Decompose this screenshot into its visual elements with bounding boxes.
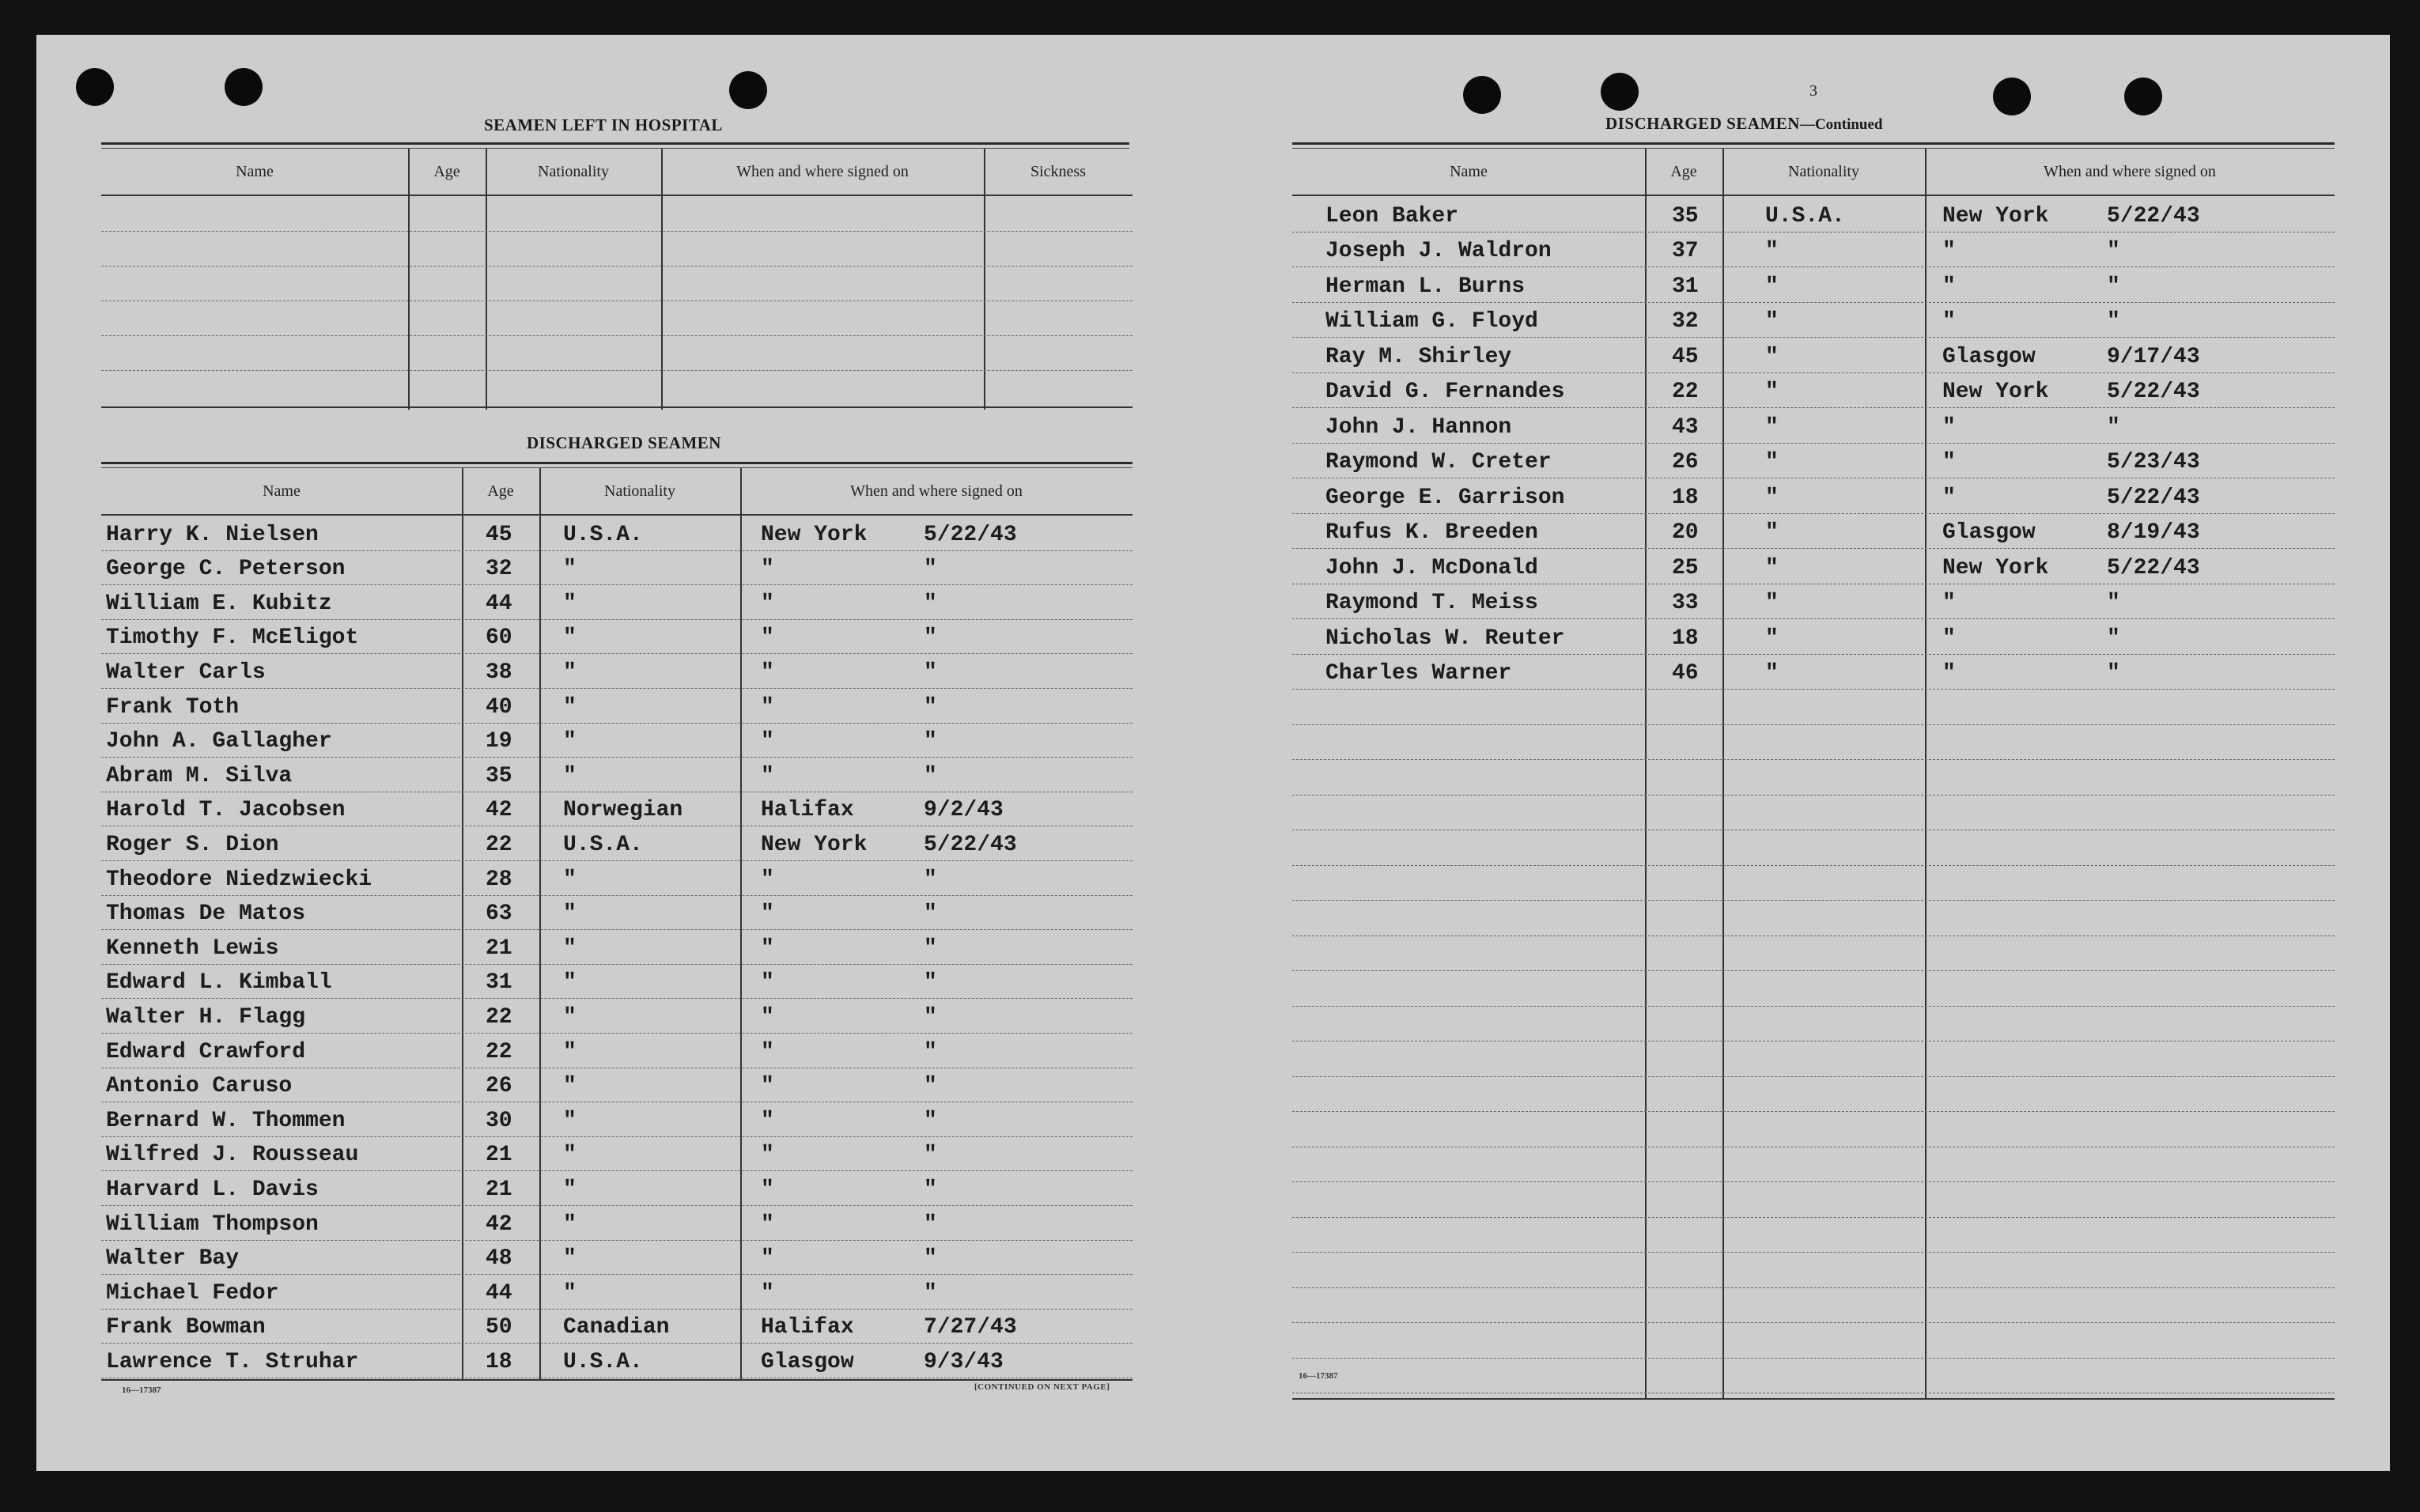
page-number: 3 <box>1809 82 1817 100</box>
signed-on-place: " <box>761 591 774 616</box>
table-row <box>101 929 1132 965</box>
table-row <box>101 723 1132 758</box>
seaman-name: Harold T. Jacobsen <box>106 798 346 823</box>
seaman-age: 60 <box>486 626 512 651</box>
seaman-name: Herman L. Burns <box>1325 274 1526 299</box>
seaman-age: 42 <box>486 798 512 823</box>
col-header-nationality: Nationality <box>604 482 675 500</box>
col-header-nationality: Nationality <box>538 162 609 180</box>
signed-on-date: " <box>924 660 937 685</box>
table-row <box>101 860 1132 896</box>
seaman-nationality: " <box>563 902 577 927</box>
seaman-name: Antonio Caruso <box>106 1074 293 1099</box>
signed-on-place: " <box>761 970 774 996</box>
col-header-age: Age <box>487 482 514 500</box>
seaman-name: Harry K. Nielsen <box>106 522 319 547</box>
signed-on-place: " <box>1942 591 1956 615</box>
blank-row <box>1292 689 2335 725</box>
seaman-name: Bernard W. Thommen <box>106 1108 346 1133</box>
discharged-title: DISCHARGED SEAMEN <box>527 433 721 452</box>
seaman-name: Michael Fedor <box>106 1280 279 1306</box>
blank-row <box>1292 724 2335 761</box>
signed-on-place: " <box>761 1074 774 1099</box>
signed-on-date: " <box>924 902 937 927</box>
seaman-age: 45 <box>1672 344 1699 369</box>
signed-on-place: New York <box>1942 380 2049 404</box>
seaman-age: 50 <box>486 1315 512 1340</box>
table-row <box>1292 584 2335 620</box>
seaman-name: Raymond T. Meiss <box>1325 591 1538 615</box>
seaman-name: Harvard L. Davis <box>106 1177 319 1202</box>
table-row <box>101 757 1132 792</box>
seaman-nationality: " <box>563 557 577 582</box>
table-row <box>101 688 1132 724</box>
blank-row <box>1292 1217 2335 1253</box>
signed-on-place: " <box>761 936 774 961</box>
seaman-age: 22 <box>486 832 512 857</box>
seaman-nationality: U.S.A. <box>1765 203 1845 229</box>
signed-on-place: New York <box>761 832 868 857</box>
signed-on-date: " <box>924 1039 937 1064</box>
discharged-table <box>101 468 1132 1384</box>
signed-on-date: 8/19/43 <box>2107 520 2200 545</box>
seaman-name: George C. Peterson <box>106 557 346 582</box>
col-header-name: Name <box>263 482 301 500</box>
table-bottom <box>1292 1398 2335 1400</box>
signed-on-place: " <box>1942 661 1956 686</box>
table-row <box>1292 478 2335 514</box>
table-row <box>1292 443 2335 479</box>
table-row <box>101 1205 1132 1241</box>
signed-on-place: " <box>761 694 774 720</box>
seaman-name: Walter Bay <box>106 1246 240 1272</box>
seaman-age: 33 <box>1672 591 1699 615</box>
seaman-name: Frank Toth <box>106 694 240 720</box>
seaman-nationality: " <box>1765 661 1779 686</box>
seaman-age: 30 <box>486 1108 512 1133</box>
blank-row <box>1292 795 2335 831</box>
blank-row <box>1292 1287 2335 1324</box>
signed-on-date: " <box>924 970 937 996</box>
col-header-signed-on: When and where signed on <box>736 162 909 180</box>
signed-on-date: " <box>2107 626 2120 651</box>
seaman-nationality: " <box>563 970 577 996</box>
signed-on-date: " <box>924 1177 937 1202</box>
signed-on-place: New York <box>761 522 868 547</box>
seaman-age: 18 <box>1672 485 1699 510</box>
seaman-nationality: " <box>1765 309 1779 334</box>
blank-row <box>1292 1181 2335 1218</box>
blank-row <box>101 370 1132 371</box>
seaman-nationality: U.S.A. <box>563 1349 643 1374</box>
col-header-signed-on: When and where signed on <box>850 482 1023 500</box>
signed-on-place: " <box>1942 414 1956 440</box>
signed-on-place: Glasgow <box>1942 520 2036 545</box>
signed-on-date: " <box>924 591 937 616</box>
seaman-nationality: " <box>563 1108 577 1133</box>
signed-on-date: 5/22/43 <box>924 522 1017 547</box>
table-row <box>101 998 1132 1034</box>
blank-row <box>1292 1252 2335 1288</box>
seaman-nationality: " <box>1765 239 1779 263</box>
seaman-nationality: Canadian <box>563 1315 670 1340</box>
signed-on-place: " <box>761 557 774 582</box>
seaman-name: John J. Hannon <box>1325 414 1512 440</box>
table-row <box>101 1240 1132 1276</box>
divider <box>101 462 1132 464</box>
signed-on-date: " <box>924 1246 937 1272</box>
signed-on-date: 5/22/43 <box>2107 380 2200 404</box>
table-row <box>1292 196 2335 232</box>
signed-on-date: " <box>924 1143 937 1168</box>
signed-on-date: " <box>924 694 937 720</box>
seaman-age: 22 <box>1672 380 1699 404</box>
signed-on-date: " <box>924 867 937 892</box>
seaman-name: Timothy F. McEligot <box>106 626 359 651</box>
seaman-age: 18 <box>486 1349 512 1374</box>
seaman-age: 42 <box>486 1211 512 1237</box>
signed-on-date: " <box>924 936 937 961</box>
signed-on-date: " <box>924 763 937 788</box>
table-row <box>101 1136 1132 1172</box>
signed-on-date: " <box>2107 661 2120 686</box>
col-header-nationality: Nationality <box>1788 162 1859 180</box>
seaman-age: 38 <box>486 660 512 685</box>
seaman-nationality: " <box>1765 591 1779 615</box>
seaman-age: 35 <box>1672 203 1699 229</box>
divider <box>1292 142 2335 145</box>
seaman-age: 21 <box>486 1143 512 1168</box>
divider <box>101 142 1129 145</box>
seaman-age: 46 <box>1672 661 1699 686</box>
seaman-age: 40 <box>486 694 512 720</box>
signed-on-date: " <box>924 729 937 754</box>
table-row <box>1292 232 2335 268</box>
table-row <box>101 584 1132 620</box>
signed-on-date: " <box>924 626 937 651</box>
signed-on-place: " <box>1942 274 1956 299</box>
table-row <box>101 1309 1132 1344</box>
seaman-name: William E. Kubitz <box>106 591 332 616</box>
signed-on-place: " <box>761 660 774 685</box>
discharged-rows <box>101 516 1132 1379</box>
seaman-age: 44 <box>486 591 512 616</box>
table-row <box>1292 407 2335 444</box>
signed-on-date: " <box>924 1280 937 1306</box>
table-row <box>101 1274 1132 1310</box>
table-bottom <box>101 1379 1132 1381</box>
document-sheet <box>36 35 2390 1471</box>
signed-on-date: " <box>924 1004 937 1030</box>
seaman-name: Walter Carls <box>106 660 266 685</box>
seaman-nationality: " <box>563 1074 577 1099</box>
seaman-nationality: " <box>563 591 577 616</box>
signed-on-date: " <box>924 1211 937 1237</box>
seaman-name: Lawrence T. Struhar <box>106 1349 359 1374</box>
signed-on-place: " <box>761 1039 774 1064</box>
blank-row <box>1292 1076 2335 1113</box>
signed-on-place: New York <box>1942 203 2049 229</box>
col-header-age: Age <box>1670 162 1697 180</box>
seaman-age: 31 <box>1672 274 1699 299</box>
signed-on-place: " <box>1942 626 1956 651</box>
seaman-nationality: " <box>1765 520 1779 545</box>
table-row <box>1292 513 2335 550</box>
signed-on-date: 5/22/43 <box>2107 203 2200 229</box>
hospital-table <box>101 149 1132 410</box>
blank-row <box>1292 936 2335 972</box>
seaman-name: Joseph J. Waldron <box>1325 239 1552 263</box>
seaman-nationality: Norwegian <box>563 798 683 823</box>
seaman-name: Edward Crawford <box>106 1039 306 1064</box>
seaman-name: Roger S. Dion <box>106 832 279 857</box>
signed-on-date: 5/22/43 <box>924 832 1017 857</box>
signed-on-place: Halifax <box>761 1315 854 1340</box>
table-row <box>101 1068 1132 1103</box>
seaman-age: 26 <box>1672 450 1699 474</box>
signed-on-place: New York <box>1942 555 2049 580</box>
seaman-nationality: " <box>563 1004 577 1030</box>
seaman-nationality: " <box>563 1246 577 1272</box>
seaman-name: Theodore Niedzwiecki <box>106 867 372 892</box>
discharged-continued-table <box>1292 149 2335 1403</box>
signed-on-place: Halifax <box>761 798 854 823</box>
signed-on-date: " <box>2107 414 2120 440</box>
seaman-name: Abram M. Silva <box>106 763 293 788</box>
signed-on-place: " <box>761 1280 774 1306</box>
page-title <box>1605 114 1882 134</box>
seaman-age: 32 <box>486 557 512 582</box>
signed-on-date: " <box>924 557 937 582</box>
seaman-nationality: " <box>1765 555 1779 580</box>
seaman-name: Kenneth Lewis <box>106 936 279 961</box>
table-row <box>101 792 1132 827</box>
seaman-nationality: " <box>563 660 577 685</box>
signed-on-date: 5/22/43 <box>2107 555 2200 580</box>
seaman-age: 26 <box>486 1074 512 1099</box>
signed-on-place: Glasgow <box>761 1349 854 1374</box>
blank-row <box>1292 1041 2335 1077</box>
blank-row <box>1292 900 2335 936</box>
seaman-nationality: " <box>1765 414 1779 440</box>
seaman-age: 21 <box>486 1177 512 1202</box>
signed-on-date: 9/3/43 <box>924 1349 1004 1374</box>
signed-on-place: " <box>761 763 774 788</box>
page-title-main: DISCHARGED SEAMEN <box>1605 114 1800 133</box>
table-row <box>1292 372 2335 409</box>
seaman-nationality: U.S.A. <box>563 832 643 857</box>
signed-on-place: " <box>761 1004 774 1030</box>
signed-on-place: " <box>1942 309 1956 334</box>
seaman-age: 28 <box>486 867 512 892</box>
signed-on-date: 7/27/43 <box>924 1315 1017 1340</box>
seaman-name: John J. McDonald <box>1325 555 1538 580</box>
seaman-nationality: " <box>1765 274 1779 299</box>
seaman-nationality: U.S.A. <box>563 522 643 547</box>
table-row <box>1292 302 2335 338</box>
blank-row <box>1292 1147 2335 1183</box>
seaman-age: 32 <box>1672 309 1699 334</box>
table-row <box>1292 654 2335 690</box>
seaman-name: William Thompson <box>106 1211 319 1237</box>
blank-row <box>101 335 1132 336</box>
seaman-name: David G. Fernandes <box>1325 380 1565 404</box>
seaman-age: 48 <box>486 1246 512 1272</box>
seaman-nationality: " <box>1765 344 1779 369</box>
col-header-signed-on: When and where signed on <box>2044 162 2216 180</box>
hospital-title: SEAMEN LEFT IN HOSPITAL <box>484 115 723 134</box>
col-header-name: Name <box>236 162 274 180</box>
seaman-nationality: " <box>1765 485 1779 510</box>
signed-on-place: " <box>761 1177 774 1202</box>
signed-on-date: 9/17/43 <box>2107 344 2200 369</box>
seaman-name: Frank Bowman <box>106 1315 266 1340</box>
signed-on-place: " <box>1942 239 1956 263</box>
seaman-age: 22 <box>486 1039 512 1064</box>
seaman-nationality: " <box>563 1177 577 1202</box>
seaman-nationality: " <box>563 1211 577 1237</box>
seaman-age: 45 <box>486 522 512 547</box>
signed-on-place: " <box>761 1108 774 1133</box>
blank-row <box>1292 970 2335 1007</box>
signed-on-date: " <box>924 1108 937 1133</box>
signed-on-place: " <box>761 1143 774 1168</box>
seaman-name: William G. Floyd <box>1325 309 1538 334</box>
seaman-nationality: " <box>563 763 577 788</box>
page-title-suffix: —Continued <box>1799 116 1883 133</box>
signed-on-place: " <box>761 1246 774 1272</box>
signed-on-place: " <box>761 626 774 651</box>
table-row <box>101 550 1132 586</box>
seaman-name: Edward L. Kimball <box>106 970 332 996</box>
left-page <box>93 35 1185 1471</box>
table-row <box>101 1170 1132 1206</box>
seaman-age: 21 <box>486 936 512 961</box>
table-bottom <box>101 406 1132 408</box>
right-page <box>1278 35 2369 1471</box>
seaman-age: 43 <box>1672 414 1699 440</box>
seaman-name: Walter H. Flagg <box>106 1004 306 1030</box>
seaman-nationality: " <box>563 867 577 892</box>
seaman-name: Nicholas W. Reuter <box>1325 626 1565 651</box>
signed-on-date: 5/23/43 <box>2107 450 2200 474</box>
form-number: 16—17387 <box>122 1385 161 1395</box>
table-row <box>101 1033 1132 1068</box>
signed-on-place: " <box>1942 450 1956 474</box>
table-row <box>101 826 1132 861</box>
blank-row <box>101 231 1132 232</box>
table-row <box>101 964 1132 1000</box>
col-header-sickness: Sickness <box>1030 162 1086 180</box>
signed-on-place: " <box>761 729 774 754</box>
table-row <box>101 653 1132 689</box>
col-header-name: Name <box>1450 162 1488 180</box>
blank-row <box>1292 1006 2335 1042</box>
blank-row <box>1292 1322 2335 1359</box>
table-row <box>101 619 1132 655</box>
signed-on-date: " <box>2107 591 2120 615</box>
form-number: 16—17387 <box>1299 1371 1338 1381</box>
seaman-name: John A. Gallagher <box>106 729 332 754</box>
seaman-age: 20 <box>1672 520 1699 545</box>
seaman-age: 18 <box>1672 626 1699 651</box>
table-row <box>1292 548 2335 584</box>
blank-row <box>1292 865 2335 902</box>
signed-on-place: Glasgow <box>1942 344 2036 369</box>
seaman-nationality: " <box>563 729 577 754</box>
seaman-age: 63 <box>486 902 512 927</box>
seaman-nationality: " <box>1765 626 1779 651</box>
signed-on-place: " <box>761 1211 774 1237</box>
seaman-name: Thomas De Matos <box>106 902 306 927</box>
seaman-nationality: " <box>1765 450 1779 474</box>
table-row <box>101 516 1132 551</box>
continued-rows <box>1292 196 2335 1398</box>
table-row <box>1292 337 2335 373</box>
table-row <box>1292 266 2335 303</box>
seaman-age: 31 <box>486 970 512 996</box>
seaman-nationality: " <box>563 694 577 720</box>
seaman-nationality: " <box>563 626 577 651</box>
continued-note: [CONTINUED ON NEXT PAGE] <box>974 1382 1110 1392</box>
signed-on-date: " <box>2107 239 2120 263</box>
col-header-age: Age <box>433 162 460 180</box>
blank-row <box>1292 759 2335 796</box>
seaman-name: George E. Garrison <box>1325 485 1565 510</box>
seaman-name: Leon Baker <box>1325 203 1459 229</box>
seaman-name: Rufus K. Breeden <box>1325 520 1538 545</box>
signed-on-place: " <box>761 902 774 927</box>
signed-on-date: 5/22/43 <box>2107 485 2200 510</box>
blank-row <box>1292 1111 2335 1147</box>
seaman-age: 35 <box>486 763 512 788</box>
header-underline <box>101 195 1132 196</box>
signed-on-date: 9/2/43 <box>924 798 1004 823</box>
seaman-nationality: " <box>563 936 577 961</box>
seaman-nationality: " <box>563 1039 577 1064</box>
seaman-nationality: " <box>1765 380 1779 404</box>
seaman-age: 44 <box>486 1280 512 1306</box>
table-row <box>1292 618 2335 655</box>
seaman-age: 19 <box>486 729 512 754</box>
seaman-name: Charles Warner <box>1325 661 1512 686</box>
signed-on-date: " <box>2107 274 2120 299</box>
signed-on-date: " <box>2107 309 2120 334</box>
seaman-nationality: " <box>563 1143 577 1168</box>
seaman-name: Raymond W. Creter <box>1325 450 1552 474</box>
seaman-name: Ray M. Shirley <box>1325 344 1512 369</box>
seaman-age: 22 <box>486 1004 512 1030</box>
seaman-nationality: " <box>563 1280 577 1306</box>
blank-row <box>1292 1358 2335 1394</box>
table-row <box>101 1343 1132 1378</box>
seaman-age: 37 <box>1672 239 1699 263</box>
signed-on-place: " <box>761 867 774 892</box>
seaman-name: Wilfred J. Rousseau <box>106 1143 359 1168</box>
blank-row <box>1292 830 2335 866</box>
signed-on-place: " <box>1942 485 1956 510</box>
seaman-age: 25 <box>1672 555 1699 580</box>
table-row <box>101 1102 1132 1137</box>
table-row <box>101 895 1132 931</box>
signed-on-date: " <box>924 1074 937 1099</box>
